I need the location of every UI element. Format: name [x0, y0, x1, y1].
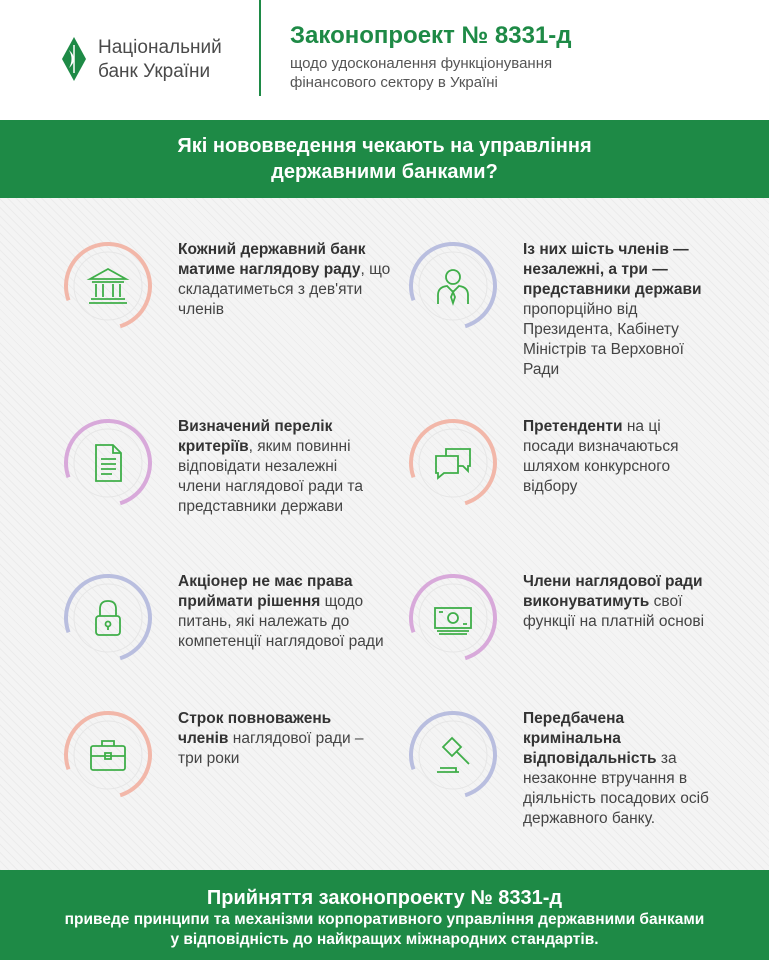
gavel-icon — [429, 731, 477, 779]
document-icon — [84, 439, 132, 487]
item-bold-text: Строк повноважень членів — [178, 710, 332, 747]
banknote-icon — [429, 594, 477, 642]
briefcase-icon — [84, 731, 132, 779]
item-normal-text: свої функції на платній основі — [523, 593, 705, 630]
law-title: Законопроект № 8331-д — [290, 22, 572, 49]
item-bold-text: Претенденти — [523, 418, 623, 435]
padlock-icon — [84, 594, 132, 642]
item-text — [178, 417, 368, 517]
item-normal-text: наглядової ради – три роки — [178, 730, 364, 767]
person-suit-icon — [429, 262, 477, 310]
item-normal-text: пропорційно від Президента, Кабінету Міністрів та Верховної Ради — [523, 301, 684, 378]
item-text — [178, 572, 388, 652]
bank-building-icon — [84, 262, 132, 310]
law-subtitle — [290, 54, 552, 92]
item-normal-text: , що складатиметься з дев'яти членів — [178, 261, 391, 318]
footer-title: Прийняття законопроекту № 8331-д — [206, 887, 563, 909]
item-bold-text: Із них шість членів — незалежні, а три — представники держави — [523, 241, 702, 298]
bank-name-line1: Національний — [98, 37, 222, 58]
item-normal-text: на ці посади визначаються шляхом конкурсного відбору — [523, 418, 679, 495]
item-normal-text: , яким повинні відповідати незалежні члени наглядової ради та представники держави — [178, 438, 363, 515]
bank-name-line2: банк України — [98, 61, 211, 82]
item-bold-text: Акціонер не має права приймати рішення — [178, 573, 353, 610]
item-text — [523, 572, 723, 632]
bank-name — [98, 36, 222, 84]
item-text — [523, 240, 723, 380]
item-bold-text: Кожний державний банк матиме наглядову раду — [178, 241, 366, 278]
banner-line1: Які нововведення чекають на управління — [177, 135, 592, 157]
item-bold-text: Члени наглядової ради виконуватимуть — [523, 573, 703, 610]
question-banner — [0, 120, 769, 198]
banner-line2: державними банками? — [271, 161, 498, 183]
item-normal-text: за незаконне втручання в діяльність посадових осіб державного банку. — [523, 750, 709, 827]
item-bold-text: Передбачена кримінальна відповідальність — [523, 710, 657, 767]
law-subtitle-line2: фінансового сектору в Україні — [290, 74, 498, 91]
item-text — [178, 709, 378, 769]
footer-line2: у відповідність до найкращих міжнародних стандартів. — [170, 931, 599, 948]
header — [0, 0, 769, 120]
item-normal-text: щодо питань, які належать до компетенції наглядової ради — [178, 593, 384, 650]
chat-bubbles-icon — [429, 439, 477, 487]
item-text — [523, 417, 713, 497]
law-subtitle-line1: щодо удосконалення функціонування — [290, 55, 553, 72]
footer-banner — [0, 870, 769, 960]
footer-line1: приведе принципи та механізми корпоративного управління державними банками — [64, 911, 705, 928]
header-divider — [259, 0, 261, 96]
nbu-logo-icon — [60, 36, 88, 82]
item-text — [523, 709, 723, 829]
item-text — [178, 240, 408, 320]
item-bold-text: Визначений перелік критеріїв — [178, 418, 333, 455]
